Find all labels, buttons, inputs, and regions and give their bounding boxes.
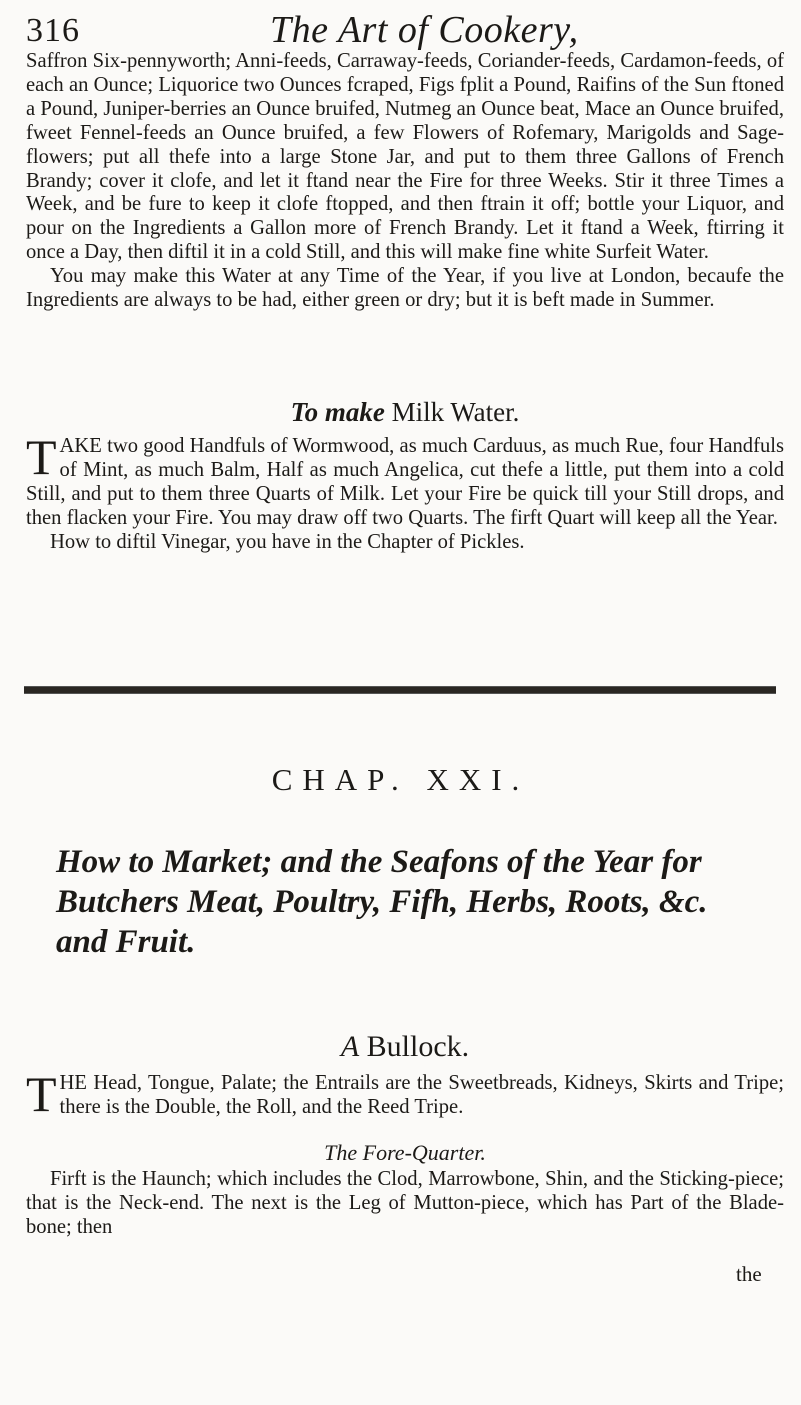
bullock-text	[26, 1066, 784, 1122]
surfeit-water-text	[26, 50, 784, 313]
chapter-divider-rule	[24, 686, 776, 694]
milk-heading-rest: Milk Water.	[384, 397, 520, 427]
bullock-heading-lead: A	[340, 1030, 360, 1063]
milk-recipe-body: AKE two good Handfuls of Wormwood, as much Carduus, as much Rue, four Handfuls of Mint, as much Balm, Half as much Angelica, cut thefe a little, put them into a cold Still, and put to them three Quarts of Milk. Let your Fire be quick till your Still drops, and then flacken your Fire. You may draw off two Quarts. The firft Quart will keep all the Year.	[26, 435, 784, 529]
milk-heading-lead: To make	[290, 397, 385, 427]
chapter-label: CHAP. XXI.	[271, 762, 530, 797]
chapter-title: How to Market; and the Seafons of the Year for Butchers Meat, Poultry, Fifh, Herbs, Roots, &c. and Fruit.	[56, 844, 708, 960]
paragraph-milk-recipe	[26, 429, 784, 531]
page-number: 316	[26, 12, 80, 49]
paragraph-surfeit-note: You may make this Water at any Time of the Year, if you live at London, becaufe the Ingredients are always to be had, either green or dry; but it is beft made in Summer.	[26, 265, 784, 312]
milk-water-heading	[26, 397, 784, 428]
drop-cap: T	[26, 429, 57, 485]
fore-quarter-heading: The Fore-Quarter.	[324, 1140, 486, 1165]
paragraph-surfeit-recipe: Saffron Six-pennyworth; Anni-feeds, Carraway-feeds, Coriander-feeds, Cardamon-feeds, of each an Ounce; Liquorice two Ounces fcraped, Figs fplit a Pound, Raifins of the Sun ftoned a Pound, Juniper-berries an Ounce bruifed, Nutmeg an Ounce beat, Mace an Ounce bruifed, fweet Fennel-feeds an Ounce bruifed, a few Flowers of Rofemary, Marigolds and Sage-flowers; put all thefe into a large Stone Jar, and put to them three Gallons of French Brandy; cover it clofe, and let it ftand near the Fire for three Weeks. Stir it three Times a Week, and be fure to keep it clofe ftopped, and then ftrain it off; bottle your Liquor, and pour on the Ingredients a Gallon more of French Brandy. Let it ftand a Week, ftirring it once a Day, then diftil it in a cold Still, and this will make fine white Surfeit Water.	[26, 50, 784, 264]
paragraph-bullock	[26, 1066, 784, 1122]
bullock-heading	[26, 1030, 784, 1064]
paragraph-fore-quarter: Firft is the Haunch; which includes the Clod, Marrowbone, Shin, and the Sticking-piece; that is the Neck-end. The next is the Leg of Mutton-piece, which has Part of the Blade-bone; then	[26, 1168, 784, 1238]
catchword: the	[736, 1262, 762, 1286]
milk-water-text	[26, 429, 784, 555]
running-title: The Art of Cookery,	[270, 9, 579, 51]
bullock-heading-rest: Bullock.	[359, 1030, 470, 1063]
bullock-body: HE Head, Tongue, Palate; the Entrails are the Sweetbreads, Kidneys, Skirts and Tripe; there is the Double, the Roll, and the Reed Tripe.	[59, 1072, 784, 1118]
fore-quarter-text	[26, 1168, 784, 1240]
drop-cap: T	[26, 1066, 57, 1122]
paragraph-vinegar-note: How to diftil Vinegar, you have in the Chapter of Pickles.	[50, 530, 525, 553]
